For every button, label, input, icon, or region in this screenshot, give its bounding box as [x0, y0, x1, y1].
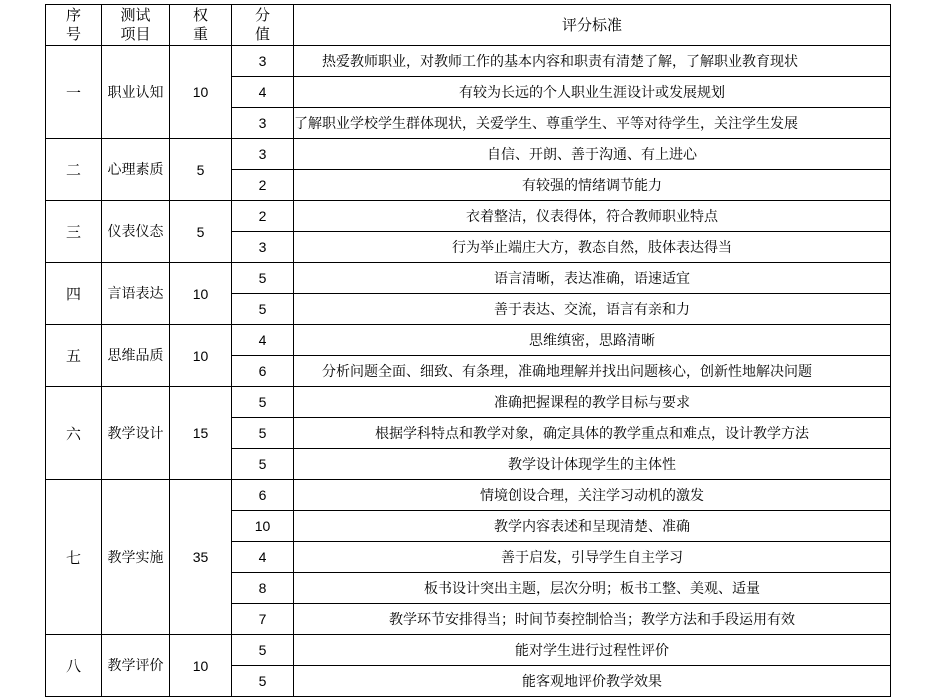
header-item-line2: 项目: [120, 26, 151, 43]
criteria-text-cell: 能客观地评价教学效果: [294, 666, 891, 697]
scoring-criteria-table: [45, 4, 891, 697]
header-weight: [170, 5, 232, 46]
table-row: [46, 201, 891, 232]
table-row: [46, 139, 891, 170]
weight-cell: 10: [170, 325, 232, 387]
criteria-text-cell: 情境创设合理，关注学习动机的激发: [294, 480, 891, 511]
header-score: [232, 5, 294, 46]
criteria-text-cell: 语言清晰，表达准确，语速适宜: [294, 263, 891, 294]
criteria-text-cell: 有较强的情绪调节能力: [294, 170, 891, 201]
score-value-cell: 4: [232, 542, 294, 573]
weight-cell: 5: [170, 139, 232, 201]
weight-cell: 5: [170, 201, 232, 263]
criteria-text-cell: 分析问题全面、细致、有条理，准确地理解并找出问题核心，创新性地解决问题: [294, 356, 891, 387]
score-value-cell: 3: [232, 139, 294, 170]
row-number-cell: 八: [46, 635, 102, 697]
header-score-line2: 值: [254, 26, 270, 43]
header-score-line1: 分: [254, 7, 270, 24]
header-no-line2: 号: [65, 26, 81, 43]
score-value-cell: 4: [232, 77, 294, 108]
weight-cell: 15: [170, 387, 232, 480]
test-item-cell: 教学设计: [102, 387, 170, 480]
header-weight-line2: 重: [192, 26, 208, 43]
table-row: [46, 46, 891, 77]
table-header: [46, 5, 891, 46]
score-value-cell: 7: [232, 604, 294, 635]
score-value-cell: 5: [232, 387, 294, 418]
header-no: [46, 5, 102, 46]
header-no-line1: 序: [65, 7, 81, 24]
score-value-cell: 5: [232, 294, 294, 325]
score-value-cell: 5: [232, 449, 294, 480]
score-value-cell: 4: [232, 325, 294, 356]
criteria-text-cell: 根据学科特点和教学对象，确定具体的教学重点和难点，设计教学方法: [294, 418, 891, 449]
criteria-text-cell: 行为举止端庄大方，教态自然，肢体表达得当: [294, 232, 891, 263]
header-item: [102, 5, 170, 46]
test-item-cell: 仪表仪态: [102, 201, 170, 263]
criteria-text-cell: 有较为长远的个人职业生涯设计或发展规划: [294, 77, 891, 108]
header-item-line1: 测试: [120, 7, 151, 24]
table-row: [46, 387, 891, 418]
test-item-cell: 思维品质: [102, 325, 170, 387]
table-row: [46, 635, 891, 666]
weight-cell: 10: [170, 635, 232, 697]
criteria-text-cell: 教学环节安排得当；时间节奏控制恰当；教学方法和手段运用有效: [294, 604, 891, 635]
criteria-text-cell: 思维缜密，思路清晰: [294, 325, 891, 356]
criteria-text-cell: 教学内容表述和呈现清楚、准确: [294, 511, 891, 542]
criteria-text-cell: 板书设计突出主题，层次分明；板书工整、美观、适量: [294, 573, 891, 604]
table-body: [46, 46, 891, 697]
test-item-cell: 言语表达: [102, 263, 170, 325]
row-number-cell: 七: [46, 480, 102, 635]
criteria-text-cell: 自信、开朗、善于沟通、有上进心: [294, 139, 891, 170]
criteria-text-cell: 善于表达、交流，语言有亲和力: [294, 294, 891, 325]
test-item-cell: 教学实施: [102, 480, 170, 635]
header-row: [46, 5, 891, 46]
row-number-cell: 六: [46, 387, 102, 480]
score-value-cell: 8: [232, 573, 294, 604]
criteria-text-cell: 衣着整洁，仪表得体，符合教师职业特点: [294, 201, 891, 232]
weight-cell: 10: [170, 263, 232, 325]
test-item-cell: 教学评价: [102, 635, 170, 697]
header-weight-line1: 权: [192, 7, 208, 24]
table-row: [46, 325, 891, 356]
table-row: [46, 480, 891, 511]
score-value-cell: 2: [232, 201, 294, 232]
score-value-cell: 6: [232, 356, 294, 387]
score-value-cell: 3: [232, 108, 294, 139]
row-number-cell: 五: [46, 325, 102, 387]
criteria-text-cell: 能对学生进行过程性评价: [294, 635, 891, 666]
score-value-cell: 3: [232, 232, 294, 263]
score-value-cell: 6: [232, 480, 294, 511]
score-value-cell: 3: [232, 46, 294, 77]
score-value-cell: 10: [232, 511, 294, 542]
row-number-cell: 四: [46, 263, 102, 325]
criteria-text-cell: 了解职业学校学生群体现状，关爱学生、尊重学生、平等对待学生，关注学生发展: [294, 108, 891, 139]
row-number-cell: 三: [46, 201, 102, 263]
criteria-text-cell: 准确把握课程的教学目标与要求: [294, 387, 891, 418]
criteria-text-cell: 善于启发，引导学生自主学习: [294, 542, 891, 573]
row-number-cell: 一: [46, 46, 102, 139]
score-value-cell: 5: [232, 263, 294, 294]
score-value-cell: 2: [232, 170, 294, 201]
table-row: [46, 263, 891, 294]
score-value-cell: 5: [232, 666, 294, 697]
criteria-text-cell: 热爱教师职业，对教师工作的基本内容和职责有清楚了解，了解职业教育现状: [294, 46, 891, 77]
score-value-cell: 5: [232, 635, 294, 666]
row-number-cell: 二: [46, 139, 102, 201]
test-item-cell: 心理素质: [102, 139, 170, 201]
score-value-cell: 5: [232, 418, 294, 449]
weight-cell: 10: [170, 46, 232, 139]
weight-cell: 35: [170, 480, 232, 635]
header-criteria: 评分标准: [294, 5, 891, 46]
criteria-text-cell: 教学设计体现学生的主体性: [294, 449, 891, 480]
test-item-cell: 职业认知: [102, 46, 170, 139]
